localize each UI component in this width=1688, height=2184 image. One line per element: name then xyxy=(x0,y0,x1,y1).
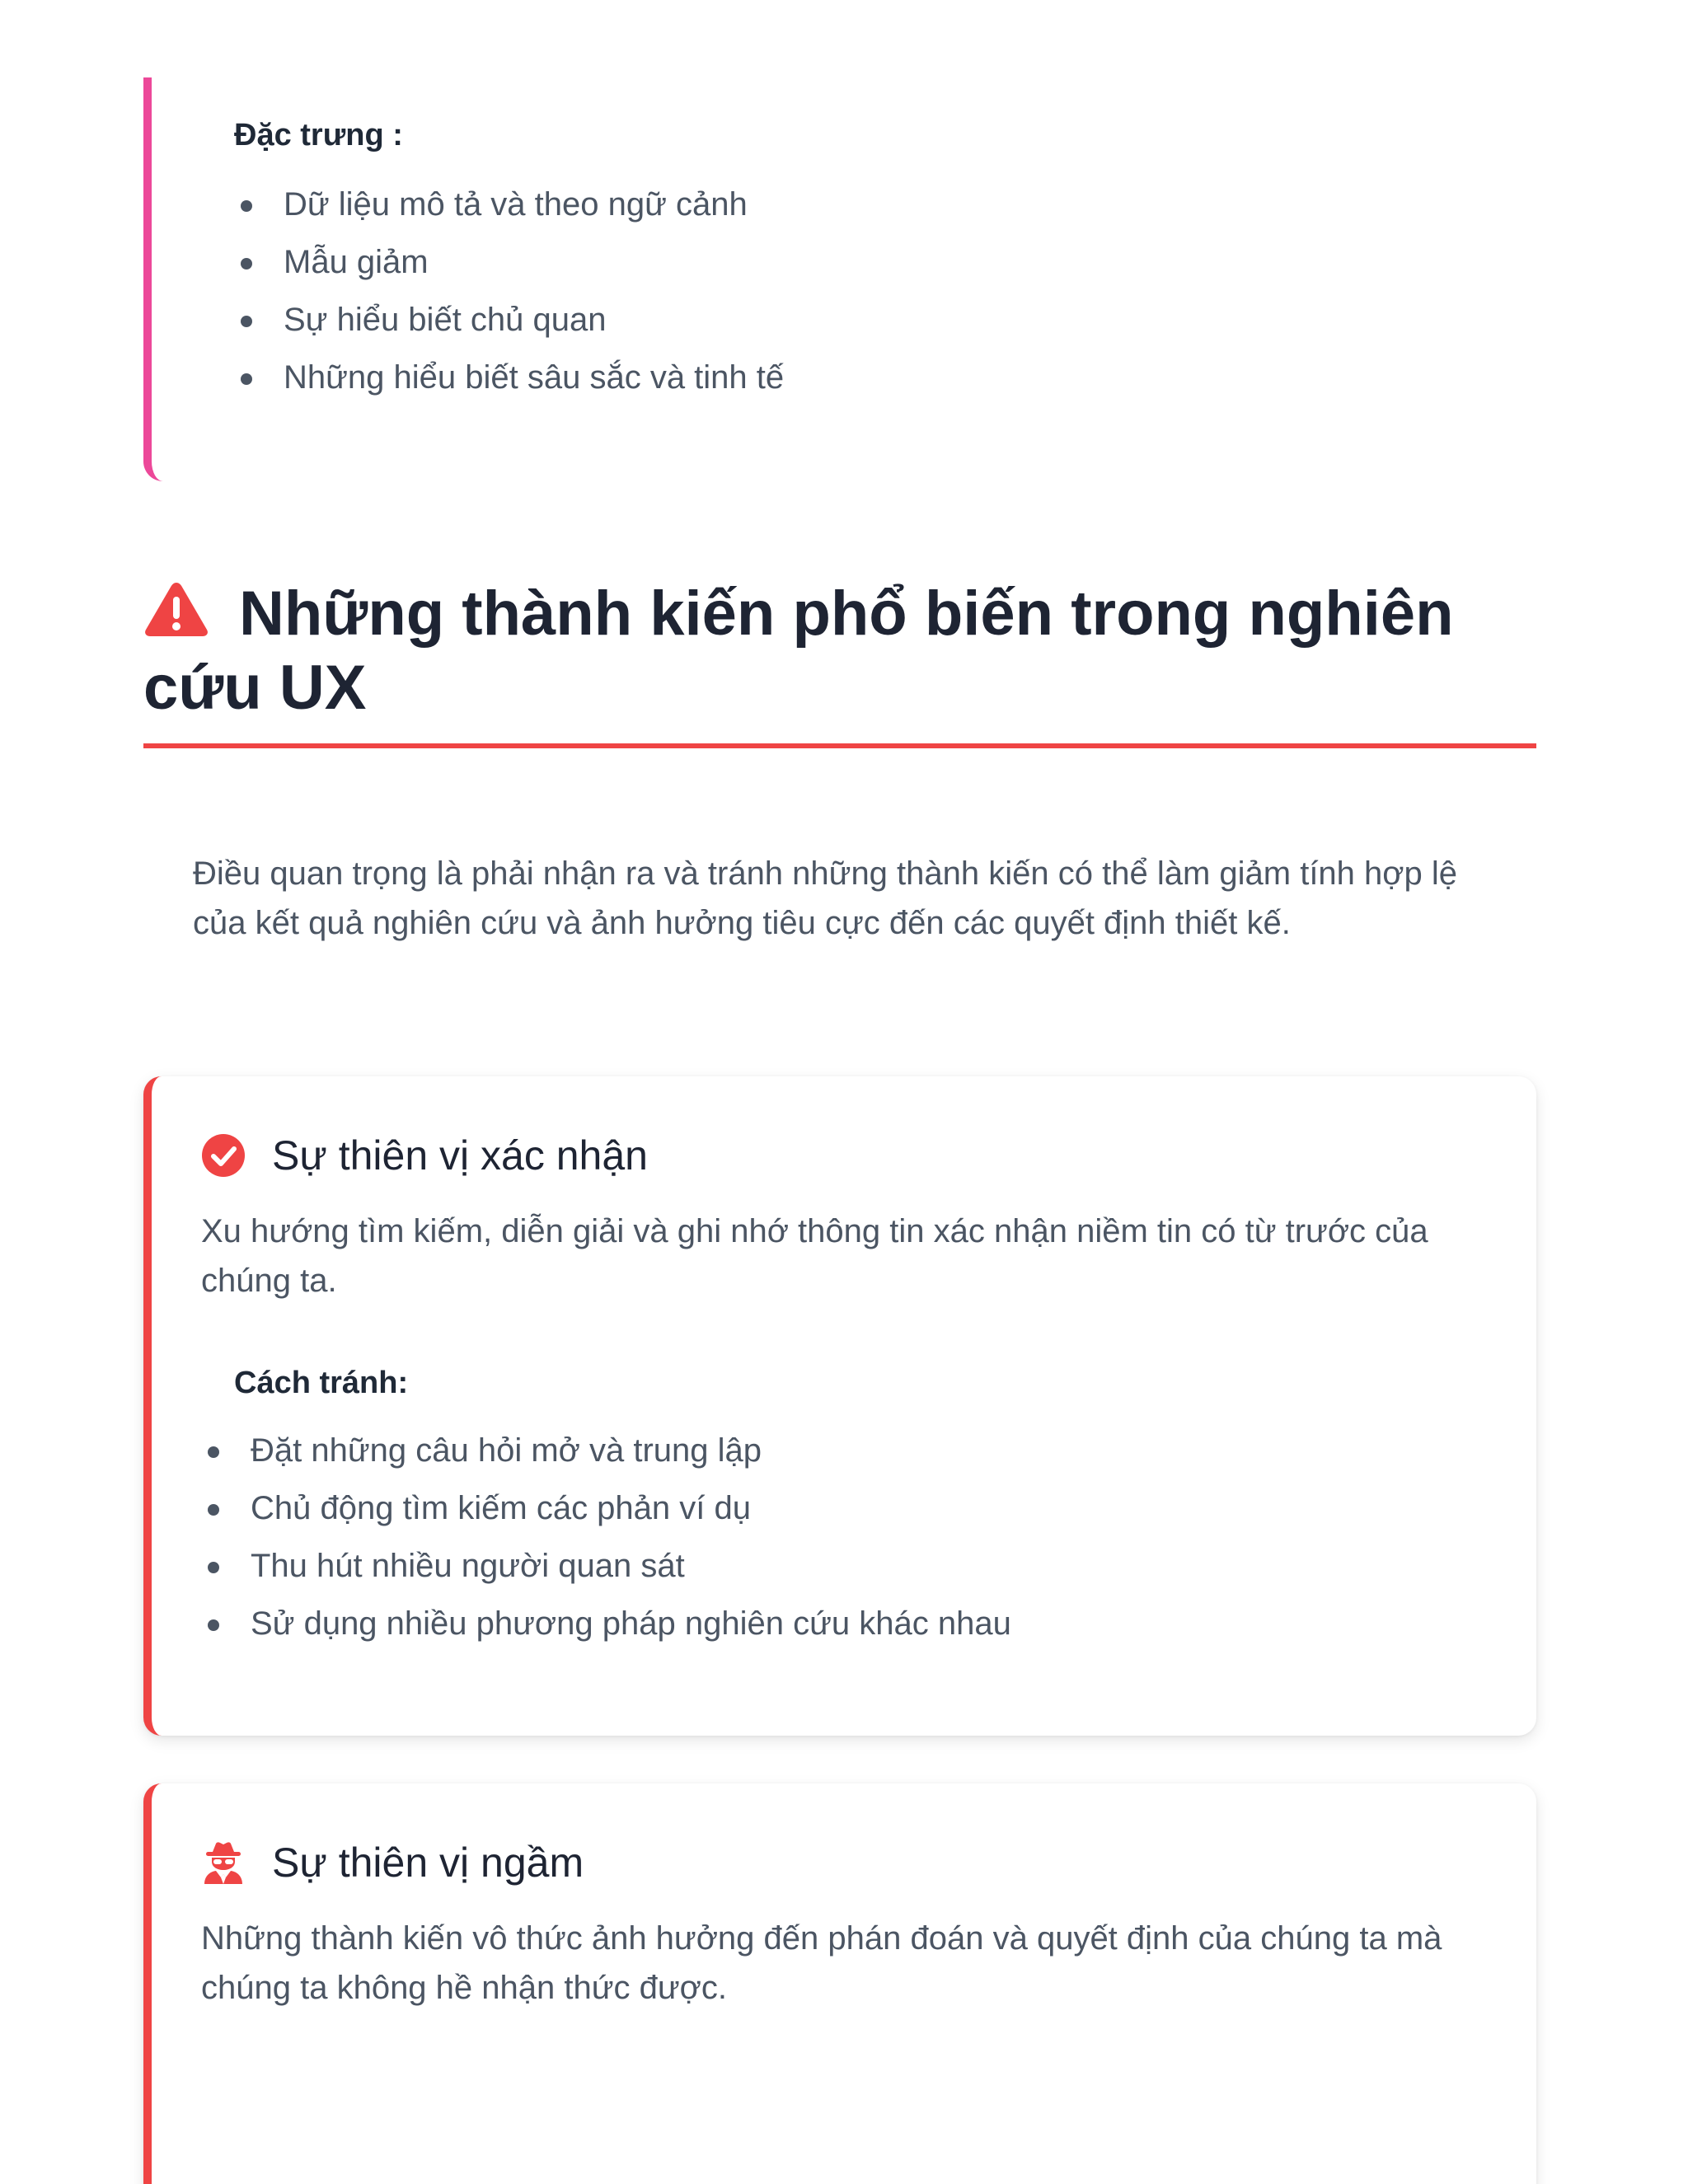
list-item: Sử dụng nhiều phương pháp nghiên cứu khác nhau xyxy=(201,1595,1487,1652)
avoid-label: Cách tránh: xyxy=(234,1366,409,1400)
card-description: Xu hướng tìm kiếm, diễn giải và ghi nhớ thông tin xác nhận niềm tin có từ trước của chúng ta. xyxy=(201,1213,1428,1299)
card-header xyxy=(201,1129,1487,1182)
card-title: Sự thiên vị ngầm xyxy=(272,1840,584,1886)
section-intro: Điều quan trọng là phải nhận ra và tránh những thành kiến có thể làm giảm tính hợp lệ của kết quả nghiên cứu và ảnh hưởng tiêu cực đến các quyết định thiết kế. xyxy=(193,855,1458,941)
list-item: Thu hút nhiều người quan sát xyxy=(201,1537,1487,1595)
check-circle-icon xyxy=(201,1133,246,1178)
list-item: Chủ động tìm kiếm các phản ví dụ xyxy=(201,1479,1487,1537)
warning-triangle-icon xyxy=(143,580,209,638)
card-header xyxy=(201,1836,1487,1889)
list-item: Dữ liệu mô tả và theo ngữ cảnh xyxy=(234,176,1545,233)
list-item: Sự hiểu biết chủ quan xyxy=(234,291,1545,349)
section-heading xyxy=(143,577,1536,748)
card-title: Sự thiên vị xác nhận xyxy=(272,1132,648,1179)
section-title xyxy=(143,577,1536,725)
section-title-text: Những thành kiến phổ biến trong nghiên cứu UX xyxy=(143,579,1454,723)
card-description: Những thành kiến vô thức ảnh hưởng đến phán đoán và quyết định của chúng ta mà chúng ta không hề nhận thức được. xyxy=(201,1920,1442,2006)
list-item: Đặt những câu hỏi mở và trung lập xyxy=(201,1422,1487,1479)
list-item: Những hiểu biết sâu sắc và tinh tế xyxy=(234,349,1545,406)
avoid-list xyxy=(201,1422,1487,1652)
characteristics-label: Đặc trưng : xyxy=(234,118,403,152)
user-secret-icon xyxy=(201,1840,246,1885)
characteristics-block xyxy=(143,77,1545,481)
characteristics-list xyxy=(234,176,1545,406)
bias-card-confirmation xyxy=(143,1076,1536,1736)
avoid-section xyxy=(201,1361,1487,1652)
list-item: Mẫu giảm xyxy=(234,233,1545,291)
bias-card-implicit xyxy=(143,1783,1536,2184)
